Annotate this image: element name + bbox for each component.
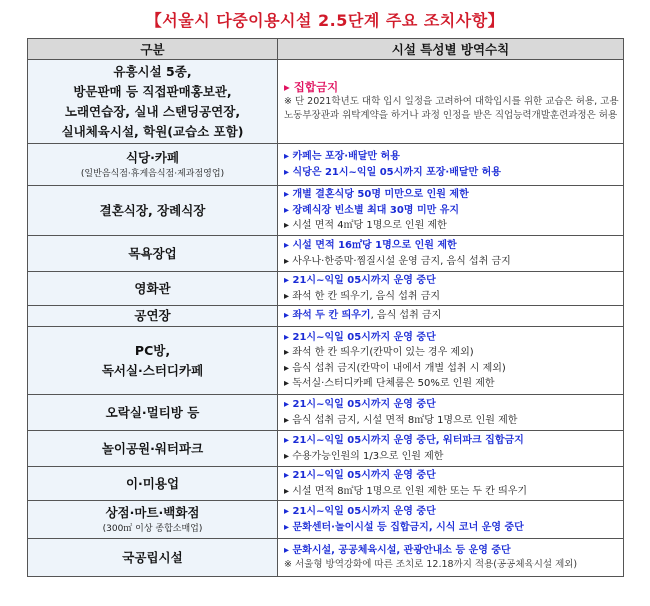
table-row — [28, 327, 624, 395]
category-label: 노래연습장, 실내 스탠딩공연장, — [64, 103, 241, 119]
measure-item — [284, 308, 619, 324]
category-label: 놀이공원·워터파크 — [101, 440, 204, 456]
table-row — [28, 395, 624, 431]
measure-item: ▸ 수용가능인원의 1/3으로 인원 제한 — [284, 450, 444, 462]
category-cell — [28, 236, 278, 272]
measures-cell — [278, 186, 624, 236]
measures-cell — [278, 539, 624, 577]
category-cell — [28, 272, 278, 306]
category-label: 상점·마트·백화점 — [105, 505, 200, 520]
category-label: 오락실·멀티방 등 — [105, 404, 200, 420]
measures-cell — [278, 144, 624, 186]
table-row — [28, 272, 624, 306]
note-text: ※ 단 2021학년도 대학 입시 일정을 고려하여 대학입시를 위한 교습은 허용, 고용노동부장관과 위탁계약을 하거나 과정 인정을 받은 직업능력개발훈련과정은 허용 — [284, 96, 619, 122]
measure-item: ▸ 장례식장 빈소별 최대 30명 미만 유지 — [284, 204, 460, 216]
measures-cell — [278, 306, 624, 327]
category-label: 영화관 — [134, 280, 171, 296]
measure-item: ▸ 21시~익일 05시까지 운영 중단 — [284, 470, 436, 481]
measure-item: ▸ 21시~익일 05시까지 운영 중단 — [284, 399, 436, 410]
measures-cell — [278, 236, 624, 272]
table-row — [28, 501, 624, 539]
header-category: 구분 — [28, 39, 278, 60]
table-row — [28, 60, 624, 144]
measure-text: , 음식 섭취 금지 — [370, 310, 442, 322]
measure-item: ▸ 좌석 한 칸 띄우기(칸막이 있는 경우 제외) — [284, 347, 474, 358]
category-cell — [28, 327, 278, 395]
measure-item: ▸ 독서실·스터디카페 단체룸은 50%로 인원 제한 — [284, 378, 495, 389]
category-label: 독서실·스터디카페 — [101, 362, 204, 378]
category-cell — [28, 186, 278, 236]
measures-cell — [278, 467, 624, 501]
measure-item: ▸ 21시~익일 05시까지 운영 중단, 워터파크 집합금지 — [284, 435, 524, 446]
category-cell — [28, 60, 278, 144]
header-measures: 시설 특성별 방역수칙 — [278, 39, 624, 60]
table-header-row — [28, 39, 624, 60]
measure-item: ▸ 시설 면적 16㎡당 1명으로 인원 제한 — [284, 240, 457, 251]
measure-item: ▸ 문화시설, 공공체육시설, 관광안내소 등 운영 중단 — [284, 544, 511, 556]
measures-cell — [278, 272, 624, 306]
category-label: 이·미용업 — [125, 475, 180, 491]
category-label: 공연장 — [134, 308, 171, 323]
measure-item: ▸ 21시~익일 05시까지 운영 중단 — [284, 331, 436, 343]
category-label: 결혼식장, 장례식장 — [99, 202, 206, 218]
category-cell — [28, 539, 278, 577]
category-cell — [28, 467, 278, 501]
category-label: 목욕장업 — [128, 245, 177, 261]
note-text: ※ 서울형 방역강화에 따른 조치로 12.18까지 적용(공공체육시설 제외) — [284, 559, 578, 571]
measure-item: ▸ 시설 면적 8㎡당 1명으로 인원 제한 또는 두 칸 띄우기 — [284, 485, 528, 497]
measures-table — [27, 38, 624, 577]
category-cell — [28, 144, 278, 186]
category-label: 방문판매 등 직접판매홍보관, — [73, 83, 232, 99]
table-row — [28, 236, 624, 272]
table-row — [28, 306, 624, 327]
measures-cell — [278, 501, 624, 539]
measure-item: ▸ 사우나·한증막·찜질시설 운영 금지, 음식 섭취 금지 — [284, 255, 511, 267]
table-row — [28, 467, 624, 501]
measure-emphasis: ▸ 좌석 두 칸 띄우기 — [284, 310, 371, 322]
category-cell — [28, 395, 278, 431]
measure-item: ▸ 식당은 21시~익일 05시까지 포장·배달만 허용 — [284, 166, 501, 178]
measure-item: ▸ 시설 면적 4㎡당 1명으로 인원 제한 — [284, 220, 447, 232]
category-cell — [28, 501, 278, 539]
category-label: 실내체육시설, 학원(교습소 포함) — [61, 123, 244, 139]
measure-item: ▸ 문화센터·놀이시설 등 집합금지, 시식 코너 운영 중단 — [284, 521, 524, 533]
category-cell — [28, 306, 278, 327]
page-title: 【서울시 다중이용시설 2.5단계 주요 조치사항】 — [145, 11, 505, 30]
measure-item: ▸ 집합금지 — [284, 79, 339, 94]
category-label: 국공립시설 — [122, 549, 183, 565]
measure-item: ▸ 좌석 한 칸 띄우기, 음식 섭취 금지 — [284, 290, 441, 302]
category-cell — [28, 431, 278, 467]
category-sublabel: (300㎡ 이상 종합소매업) — [102, 524, 203, 534]
measure-item: ▸ 21시~익일 05시까지 운영 중단 — [284, 275, 436, 286]
measure-item: ▸ 음식 섭취 금지, 시설 면적 8㎡당 1명으로 인원 제한 — [284, 414, 518, 426]
category-sublabel: (일반음식점·휴게음식점·제과점영업) — [80, 169, 225, 179]
table-row — [28, 144, 624, 186]
measures-cell — [278, 395, 624, 431]
table-row — [28, 431, 624, 467]
measures-cell — [278, 327, 624, 395]
measures-cell — [278, 60, 624, 144]
measure-item: ▸ 음식 섭취 금지(칸막이 내에서 개별 섭취 시 제외) — [284, 362, 506, 374]
table-row — [28, 186, 624, 236]
table-row — [28, 539, 624, 577]
measure-item: ▸ 21시~익일 05시까지 운영 중단 — [284, 506, 436, 517]
measures-cell — [278, 431, 624, 467]
category-label: 유흥시설 5종, — [113, 63, 192, 79]
table-body — [28, 60, 624, 577]
category-label: 식당·카페 — [125, 150, 180, 165]
measure-item: ▸ 카페는 포장·배달만 허용 — [284, 151, 400, 162]
measure-item: ▸ 개별 결혼식당 50명 미만으로 인원 제한 — [284, 189, 469, 201]
category-label: PC방, — [134, 342, 171, 358]
